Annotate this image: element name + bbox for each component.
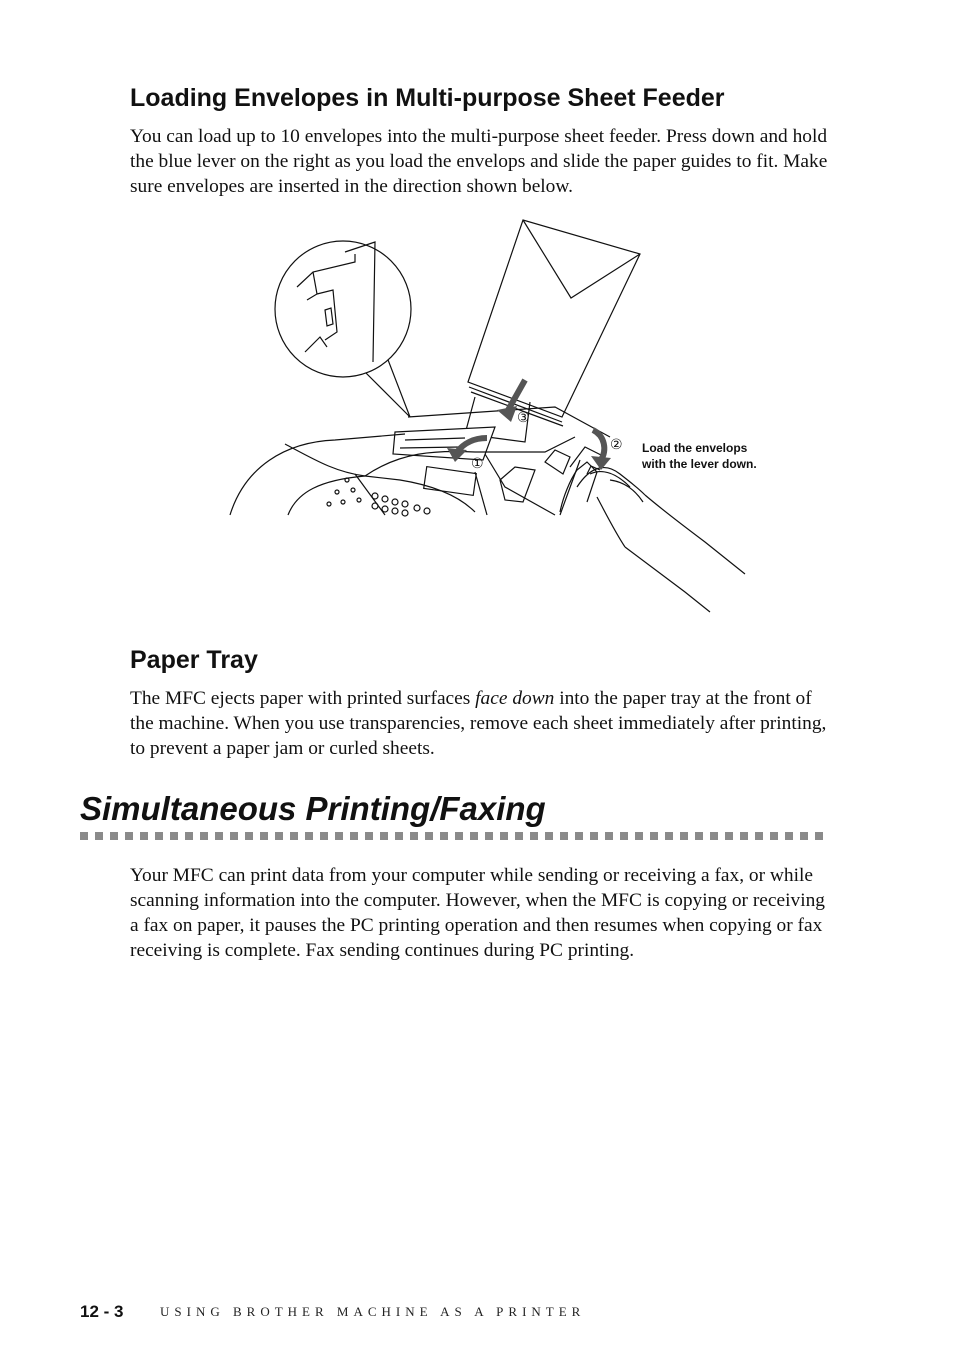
chapter-title-footer: USING BROTHER MACHINE AS A PRINTER — [160, 1304, 586, 1319]
section-divider — [80, 832, 825, 840]
section-heading-simultaneous: Simultaneous Printing/Faxing — [80, 790, 546, 827]
simultaneous-paragraph: Your MFC can print data from your computer while sending or receiving a fax, or while scanning information into the computer. However, when the MFC is copying or receiving a fax on paper, it pauses the PC printing operation and then resumes when copying or fax receiving is complete. Fax sending continues during PC printing. — [130, 865, 825, 961]
caption-line-2: with the lever down. — [642, 457, 757, 471]
paper-tray-paragraph — [130, 686, 830, 761]
section-heading-paper-tray: Paper Tray — [130, 646, 258, 674]
step3-marker: ③ — [517, 410, 530, 426]
paper-tray-text-start: The MFC ejects paper with printed surfaces — [130, 688, 476, 709]
envelopes-paragraph: You can load up to 10 envelopes into the multi-purpose sheet feeder. Press down and hold the blue lever on the right as you load the envelops and slide the paper guides to fit. Make sure envelopes are inserted in the direction shown below. — [130, 126, 828, 197]
page-number: 12 - 3 — [80, 1302, 124, 1321]
paper-tray-emphasis: face down — [475, 688, 555, 709]
caption-line-1: Load the envelops — [642, 441, 748, 455]
step1-marker: ① — [471, 456, 484, 472]
step2-marker: ② — [610, 437, 623, 453]
paper-tray-text-end: into the paper tray at the front of the machine. When you use transparencies, remove each sheet immediately after printing, to prevent a paper jam or curled sheets. — [130, 688, 827, 759]
section-heading-envelopes: Loading Envelopes in Multi-purpose Sheet Feeder — [130, 84, 725, 112]
envelope-loading-illustration — [225, 212, 765, 617]
